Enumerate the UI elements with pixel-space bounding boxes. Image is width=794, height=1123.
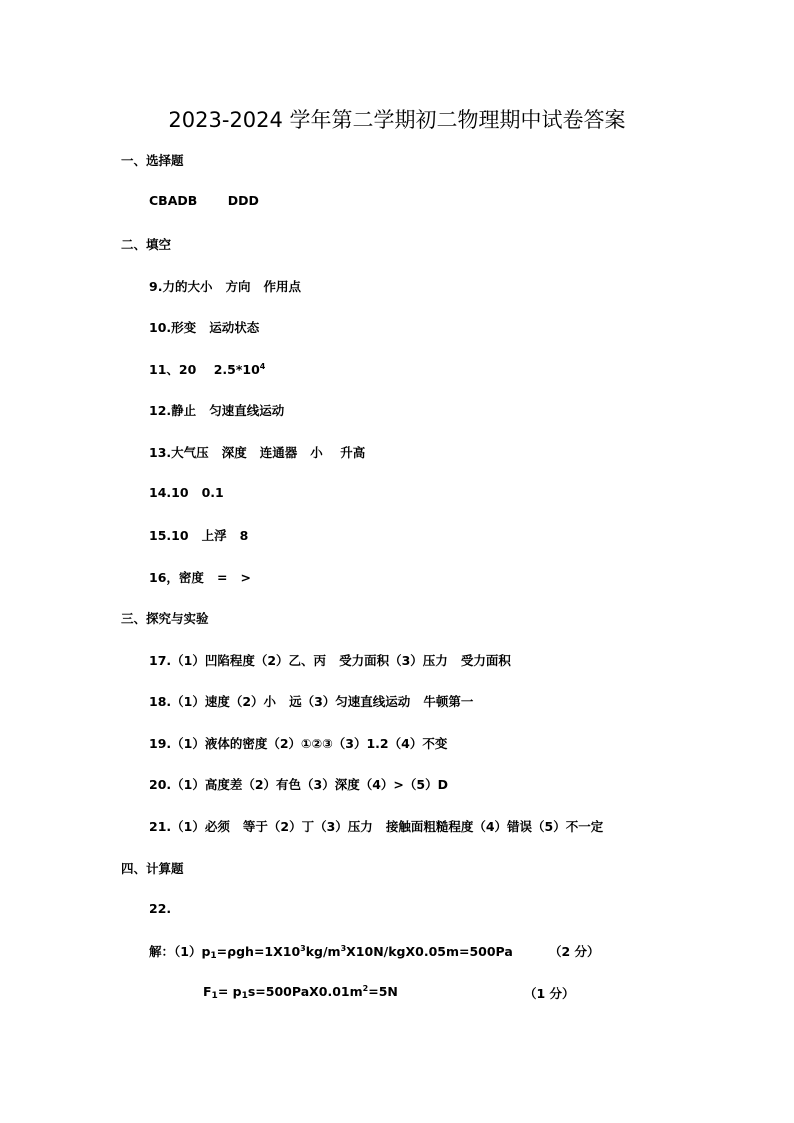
fill-item-10: 10.形变 运动状态 xyxy=(149,320,260,335)
question-22-number: 22. xyxy=(149,901,172,916)
choice-answers: CBADB DDD xyxy=(149,193,259,208)
solution-line-1: 解：$(1)p_1=\rho gh=1X10^3kg/m^3X10N/kgX0.05m=500Pa$ xyxy=(149,944,513,961)
experiment-item-17: 17.（1）凹陷程度（2）乙、丙 受力面积（3）压力 受力面积 xyxy=(149,653,511,668)
section-heading-fill: 二、填空 xyxy=(121,237,172,252)
fill-item-16: 16，密度 = > xyxy=(149,570,251,585)
solution-line-1-score: （2 分） xyxy=(549,944,600,959)
section-heading-calculation: 四、计算题 xyxy=(121,861,184,876)
fill-item-11-exponent: 4 xyxy=(259,362,266,371)
fill-item-9: 9.力的大小 方向 作用点 xyxy=(149,279,302,294)
solution-line-2: $F_1= p_1s=500PaX0.01m^2=5N$ xyxy=(203,984,398,1001)
section-heading-experiment: 三、探究与实验 xyxy=(121,611,209,626)
fill-item-13: 13.大气压 深度 连通器 小 升高 xyxy=(149,445,366,460)
page-title: 2023-2024 学年第二学期初二物理期中试卷答案 xyxy=(168,108,626,132)
experiment-item-19: 19.（1）液体的密度（2）①②③（3）1.2（4）不变 xyxy=(149,736,448,751)
section-heading-choice: 一、选择题 xyxy=(121,153,184,168)
solution-line-2-score: （1 分） xyxy=(524,986,575,1001)
experiment-item-20: 20.（1）高度差（2）有色（3）深度（4）>（5）D xyxy=(149,777,448,792)
fill-item-11 xyxy=(149,360,265,378)
fill-item-11-text: 11、20 2.5*10 xyxy=(149,362,260,377)
fill-item-12: 12.静止 匀速直线运动 xyxy=(149,403,285,418)
fill-item-15: 15.10 上浮 8 xyxy=(149,528,249,543)
experiment-item-21: 21.（1）必须 等于（2）丁（3）压力 接触面粗糙程度（4）错误（5）不一定 xyxy=(149,819,604,834)
fill-item-14: 14.10 0.1 xyxy=(149,485,224,500)
experiment-item-18: 18.（1）速度（2）小 远（3）匀速直线运动 牛顿第一 xyxy=(149,694,474,709)
